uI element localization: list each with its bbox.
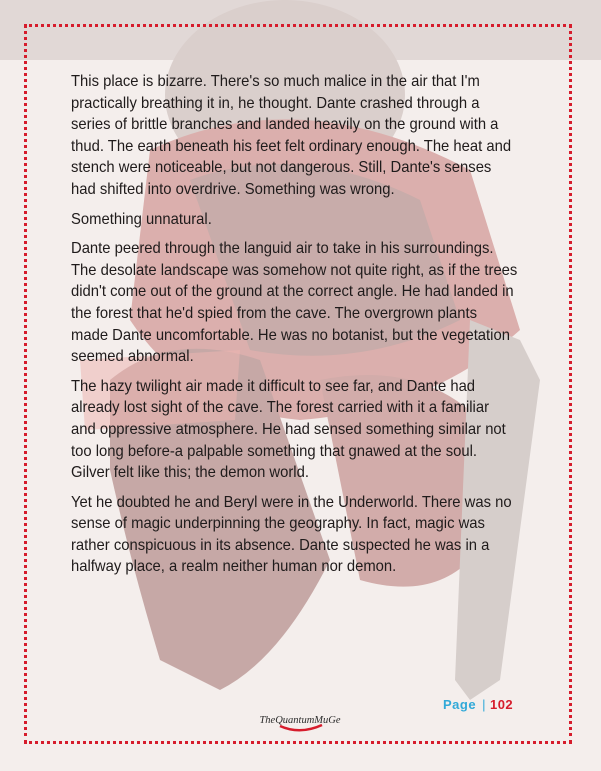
page-footer xyxy=(443,697,513,712)
publisher-logo xyxy=(250,708,350,734)
paragraph: The hazy twilight air made it difficult to see far, and Dante had already lost sight of the cave. The forest carried with it a familiar and oppressive atmosphere. He had sensed something similar not too long before-a palpable something that gnawed at the soul. Gilver felt like this; the demon world. xyxy=(71,377,506,482)
paragraph: Yet he doubted he and Beryl were in the Underworld. There was no sense of magic underpinning the geography. In fact, magic was rather conspicuous in its absence. Dante suspected he was in a halfway place, a realm neither human nor demon. xyxy=(71,493,512,576)
page-separator: | xyxy=(482,697,486,712)
paragraph: This place is bizarre. There's so much malice in the air that I'm practically breathing it in, he thought. Dante crashed through a series of brittle branches and landed heavily on the ground with a thud. The earth beneath his feet felt ordinary enough. The heat and stench were noticeable, but not dangerous. Still, Dante's senses had shifted into overdrive. Something was wrong. xyxy=(71,73,512,198)
page-label: Page xyxy=(443,697,477,712)
story-text xyxy=(71,71,518,586)
paragraph: Dante peered through the languid air to take in his surroundings. The desolate landscape was somehow not quite right, as if the trees didn't come out of the ground at the correct angle. He had landed in the forest that he'd spied from the cave. The overgrown plants made Dante uncomfortable. He was no botanist, but the vegetation seemed abnormal. xyxy=(71,240,518,366)
svg-text:TheQuantumMuGe: TheQuantumMuGe xyxy=(259,715,341,726)
page-number: 102 xyxy=(489,697,514,712)
paragraph: Something unnatural. xyxy=(71,210,212,228)
